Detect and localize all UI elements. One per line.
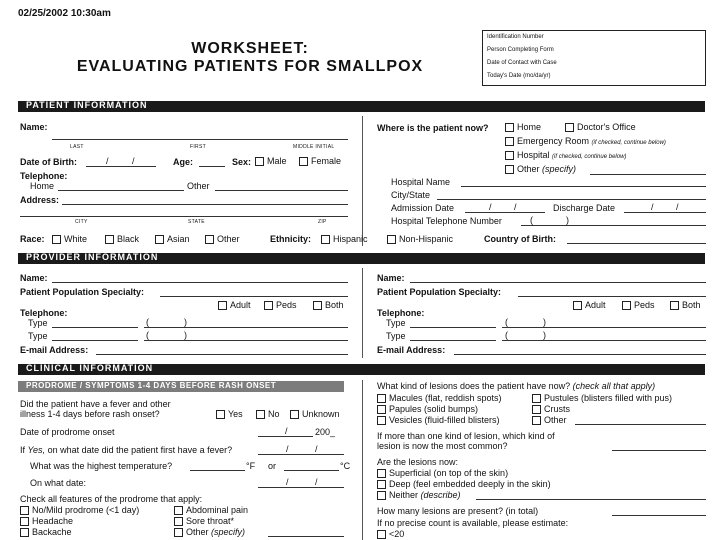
option-label: Peds — [634, 300, 655, 310]
option-label: Non-Hispanic — [399, 234, 454, 244]
depth-neither-option[interactable] — [377, 490, 461, 500]
email-line[interactable] — [454, 354, 706, 355]
hospital-note: (if checked, continue below) — [552, 154, 627, 160]
provider-name-line[interactable] — [52, 282, 348, 283]
ethnicity-label: Ethnicity: — [270, 234, 312, 244]
patient-info-header — [18, 101, 705, 112]
where-label: Where is the patient now? — [377, 123, 489, 133]
sex-label: Sex: — [232, 157, 252, 167]
divider — [362, 380, 363, 540]
checkbox[interactable] — [377, 530, 386, 539]
name-label: Name: — [20, 122, 48, 132]
checkbox[interactable] — [174, 506, 183, 515]
timestamp: 02/25/2002 10:30am — [18, 8, 111, 19]
provider-telephone-label: Telephone: — [20, 308, 68, 318]
onset-date-label: Date of prodrome onset — [20, 427, 115, 437]
provider-telephone-label: Telephone: — [377, 308, 425, 318]
middle-caption: MIDDLE INITIAL — [293, 144, 335, 150]
text: (check all that apply) — [572, 381, 656, 391]
paren: ) — [566, 215, 569, 225]
email-label: E-mail Address: — [377, 345, 446, 355]
option-label: Female — [311, 156, 342, 166]
name-line[interactable] — [52, 139, 348, 140]
option-label: Home — [517, 122, 542, 132]
option-label: Macules (flat, reddish spots) — [389, 393, 502, 403]
specialty-line[interactable] — [160, 296, 348, 297]
adult-option[interactable] — [218, 300, 251, 310]
checkbox[interactable] — [505, 123, 514, 132]
dob-slash: / — [106, 156, 109, 166]
checkbox[interactable] — [255, 157, 264, 166]
type-label: Type — [386, 331, 406, 341]
estimate-lt20-option[interactable] — [377, 529, 404, 539]
dob-slash: / — [132, 156, 135, 166]
lesion-option[interactable] — [532, 404, 570, 414]
city-state-line[interactable] — [437, 199, 706, 200]
divider — [362, 268, 363, 358]
paren: ) — [184, 330, 187, 340]
checkbox[interactable] — [532, 394, 541, 403]
provider-name-line[interactable] — [410, 282, 706, 283]
text: If — [20, 445, 26, 455]
option-label: Other — [217, 234, 240, 244]
option-label: Hospital — [517, 150, 550, 160]
multi-lesion-question-1: If more than one kind of lesion, which kind of — [377, 431, 555, 441]
checkbox[interactable] — [377, 491, 386, 500]
checkbox[interactable] — [670, 301, 679, 310]
temp-date-line[interactable] — [258, 487, 344, 488]
text: Yes, — [27, 445, 46, 455]
checkbox[interactable] — [52, 235, 61, 244]
feature-option[interactable] — [20, 516, 73, 526]
date-slash: / — [315, 477, 318, 487]
address-line[interactable] — [62, 204, 348, 205]
lesion-option[interactable] — [377, 415, 500, 425]
checkbox[interactable] — [377, 394, 386, 403]
race-other-option[interactable] — [205, 234, 240, 244]
checkbox[interactable] — [174, 517, 183, 526]
option-label: Headache — [32, 516, 74, 526]
feature-option[interactable] — [20, 505, 139, 515]
temperature-label: What was the highest temperature? — [30, 461, 173, 471]
option-label: Male — [267, 156, 287, 166]
onset-date-line[interactable] — [258, 436, 313, 437]
last-caption: LAST — [70, 144, 84, 150]
divider — [362, 116, 363, 246]
loc-home-option[interactable] — [505, 122, 541, 132]
sex-female-option[interactable] — [299, 156, 341, 166]
worksheet-subtitle: EVALUATING PATIENTS FOR SMALLPOX — [76, 58, 424, 75]
phone-line[interactable] — [144, 340, 348, 341]
option-label: Asian — [167, 234, 190, 244]
checkbox[interactable] — [20, 517, 29, 526]
checkbox[interactable] — [174, 528, 183, 537]
specify-note: (specify) — [542, 164, 577, 174]
admission-label: Admission Date — [391, 203, 455, 213]
checkbox[interactable] — [321, 235, 330, 244]
telephone-label: Telephone: — [20, 171, 68, 181]
admission-slash: / — [514, 202, 517, 212]
hospital-phone-line[interactable] — [521, 225, 706, 226]
feature-option[interactable] — [20, 527, 72, 537]
checkbox[interactable] — [20, 506, 29, 515]
paren: ) — [543, 317, 546, 327]
type-line[interactable] — [410, 327, 496, 328]
clinical-info-header — [18, 364, 705, 375]
option-label: Crusts — [544, 404, 571, 414]
type-label: Type — [28, 331, 48, 341]
date-slash: / — [286, 477, 289, 487]
multi-lesion-line[interactable] — [612, 450, 706, 451]
type-line[interactable] — [52, 327, 138, 328]
checkbox[interactable] — [505, 151, 514, 160]
option-label: Hispanic — [333, 234, 368, 244]
checkbox[interactable] — [256, 410, 265, 419]
other-phone-line[interactable] — [215, 190, 348, 191]
checkbox[interactable] — [387, 235, 396, 244]
discharge-slash: / — [651, 202, 654, 212]
discharge-slash: / — [676, 202, 679, 212]
option-label: Abdominal pain — [186, 505, 249, 515]
checkbox[interactable] — [622, 301, 631, 310]
feature-other-option[interactable] — [174, 527, 245, 537]
type-line[interactable] — [410, 340, 496, 341]
peds-option[interactable] — [622, 300, 655, 310]
paren: ( — [146, 330, 149, 340]
option-label: Neither — [389, 490, 419, 500]
lesion-option[interactable] — [532, 415, 567, 425]
option-label: Backache — [32, 527, 72, 537]
checkbox[interactable] — [377, 416, 386, 425]
option-label: Black — [117, 234, 140, 244]
loc-other-line[interactable] — [590, 174, 706, 175]
fever-question-1: Did the patient have a fever and other — [20, 399, 171, 409]
type-line[interactable] — [52, 340, 138, 341]
todays-date-field[interactable]: Today's Date (mo/da/yr) — [487, 73, 551, 79]
person-completing-field[interactable]: Person Completing Form — [487, 47, 554, 53]
option-label: Other — [186, 527, 209, 537]
race-black-option[interactable] — [105, 234, 139, 244]
admission-line[interactable] — [465, 212, 545, 213]
option-label: Pustules (blisters filled with pus) — [544, 393, 673, 403]
specialty-label: Patient Population Specialty: — [20, 287, 145, 297]
loc-er-option[interactable] — [505, 136, 666, 146]
race-asian-option[interactable] — [155, 234, 190, 244]
text: What kind of lesions does the patient have now? — [377, 381, 571, 391]
if-yes-question — [20, 445, 232, 455]
feature-option[interactable] — [174, 516, 234, 526]
fever-question-2: illness 1-4 days before rash onset? — [20, 409, 160, 419]
lesion-option[interactable] — [532, 393, 672, 403]
id-number-field[interactable]: Identification Number — [487, 34, 544, 40]
paren: ) — [543, 330, 546, 340]
checkbox[interactable] — [20, 528, 29, 537]
specialty-line[interactable] — [518, 296, 706, 297]
date-slash: / — [315, 444, 318, 454]
option-label: Emergency Room — [517, 136, 590, 146]
phone-line[interactable] — [502, 327, 706, 328]
describe-note: (describe) — [420, 490, 461, 500]
option-label: White — [64, 234, 88, 244]
subsection-title: PRODROME / SYMPTOMS 1-4 DAYS BEFORE RASH ONSET — [26, 381, 277, 390]
phone-line[interactable] — [144, 327, 348, 328]
home-phone-line[interactable] — [58, 190, 184, 191]
admission-slash: / — [489, 202, 492, 212]
provider-name-label: Name: — [20, 273, 48, 283]
specify-note: (specify) — [211, 527, 246, 537]
neither-line[interactable] — [476, 499, 706, 500]
depth-option[interactable] — [377, 479, 551, 489]
other-phone-label: Other — [187, 181, 210, 191]
er-note: (if checked, continue below) — [591, 140, 666, 146]
country-label: Country of Birth: — [484, 234, 556, 244]
email-label: E-mail Address: — [20, 345, 89, 355]
lesion-option[interactable] — [377, 404, 478, 414]
fever-no-option[interactable] — [256, 409, 280, 419]
checkbox[interactable] — [299, 157, 308, 166]
checkbox[interactable] — [216, 410, 225, 419]
dob-line[interactable] — [86, 166, 156, 167]
feature-option[interactable] — [174, 505, 248, 515]
hospital-name-line[interactable] — [461, 186, 706, 187]
checkbox[interactable] — [532, 416, 541, 425]
type-label: Type — [386, 318, 406, 328]
year-prefix: 200_ — [315, 427, 336, 437]
option-label: No — [268, 409, 280, 419]
paren: ) — [184, 317, 187, 327]
text: on what date did the patient first have a fever? — [47, 445, 233, 455]
hispanic-option[interactable] — [321, 234, 368, 244]
checkbox[interactable] — [205, 235, 214, 244]
checkbox[interactable] — [155, 235, 164, 244]
hospital-name-label: Hospital Name — [391, 177, 451, 187]
checkbox[interactable] — [377, 405, 386, 414]
option-label: Adult — [230, 300, 251, 310]
feature-other-line[interactable] — [268, 536, 344, 537]
multi-lesion-question-2: lesion is now the most common? — [377, 441, 508, 451]
or-text: or — [268, 461, 277, 471]
lesions-question — [377, 381, 655, 391]
hospital-phone-label: Hospital Telephone Number — [391, 216, 502, 226]
checkbox[interactable] — [532, 405, 541, 414]
checkbox[interactable] — [105, 235, 114, 244]
option-label: Other — [544, 415, 567, 425]
how-many-label: How many lesions are present? (in total) — [377, 506, 539, 516]
fever-yes-option[interactable] — [216, 409, 243, 419]
discharge-label: Discharge Date — [553, 203, 616, 213]
option-label: Both — [325, 300, 344, 310]
adult-option[interactable] — [573, 300, 606, 310]
paren: ( — [505, 317, 508, 327]
option-label: Doctor's Office — [577, 122, 636, 132]
lesion-other-line[interactable] — [575, 424, 706, 425]
estimate-label: If no precise count is available, please estimate: — [377, 518, 569, 528]
type-label: Type — [28, 318, 48, 328]
worksheet-title: WORKSHEET: — [191, 40, 309, 57]
section-title: PATIENT INFORMATION — [26, 100, 148, 110]
fever-unknown-option[interactable] — [290, 409, 340, 419]
checkbox[interactable] — [505, 165, 514, 174]
option-label: Vesicles (fluid-filled blisters) — [389, 415, 500, 425]
temp-c-line[interactable] — [284, 470, 339, 471]
checkbox[interactable] — [565, 123, 574, 132]
country-line[interactable] — [567, 243, 706, 244]
first-caption: FIRST — [190, 144, 206, 150]
both-option[interactable] — [670, 300, 701, 310]
address-line-2[interactable] — [20, 216, 348, 217]
provider-info-header — [18, 253, 705, 264]
section-title: PROVIDER INFORMATION — [26, 252, 159, 262]
peds-option[interactable] — [264, 300, 297, 310]
option-label: Sore throat* — [186, 516, 235, 526]
race-label: Race: — [20, 234, 45, 244]
unit-f: °F — [246, 461, 256, 471]
date-of-contact-field[interactable]: Date of Contact with Case — [487, 60, 557, 66]
option-label: Papules (solid bumps) — [389, 404, 479, 414]
checkbox[interactable] — [377, 469, 386, 478]
checkbox[interactable] — [573, 301, 582, 310]
age-line[interactable] — [199, 166, 225, 167]
option-label: Peds — [276, 300, 297, 310]
checkbox[interactable] — [290, 410, 299, 419]
dob-label: Date of Birth: — [20, 157, 77, 167]
fever-date-line[interactable] — [258, 454, 344, 455]
are-lesions-label: Are the lesions now: — [377, 457, 459, 467]
paren: ( — [146, 317, 149, 327]
race-white-option[interactable] — [52, 234, 87, 244]
temp-f-line[interactable] — [190, 470, 245, 471]
on-what-date-label: On what date: — [30, 478, 87, 488]
specialty-label: Patient Population Specialty: — [377, 287, 502, 297]
option-label: No/Mild prodrome (<1 day) — [32, 505, 140, 515]
home-label: Home — [30, 181, 55, 191]
loc-doctor-option[interactable] — [565, 122, 636, 132]
loc-other-option[interactable] — [505, 164, 576, 174]
lesion-option[interactable] — [377, 393, 502, 403]
paren: ( — [530, 215, 533, 225]
age-label: Age: — [173, 157, 193, 167]
non-hispanic-option[interactable] — [387, 234, 453, 244]
unit-c: °C — [340, 461, 351, 471]
date-slash: / — [285, 426, 288, 436]
option-label: Deep (feel embedded deeply in the skin) — [389, 479, 551, 489]
discharge-line[interactable] — [624, 212, 706, 213]
state-caption: STATE — [188, 219, 205, 225]
option-label: Superficial (on top of the skin) — [389, 468, 509, 478]
paren: ( — [505, 330, 508, 340]
check-all-label: Check all features of the prodrome that apply: — [20, 494, 203, 504]
provider-name-label: Name: — [377, 273, 405, 283]
address-label: Address: — [20, 195, 60, 205]
loc-hospital-option[interactable] — [505, 150, 626, 160]
section-title: CLINICAL INFORMATION — [26, 363, 154, 373]
checkbox[interactable] — [218, 301, 227, 310]
checkbox[interactable] — [505, 137, 514, 146]
option-label: Yes — [228, 409, 243, 419]
sex-male-option[interactable] — [255, 156, 287, 166]
checkbox[interactable] — [264, 301, 273, 310]
option-label: Unknown — [302, 409, 340, 419]
city-state-label: City/State — [391, 190, 431, 200]
option-label: Other — [517, 164, 540, 174]
option-label: Adult — [585, 300, 606, 310]
date-slash: / — [286, 444, 289, 454]
option-label: Both — [682, 300, 701, 310]
city-caption: CITY — [75, 219, 88, 225]
checkbox[interactable] — [313, 301, 322, 310]
email-line[interactable] — [96, 354, 348, 355]
both-option[interactable] — [313, 300, 344, 310]
identification-box — [482, 30, 706, 86]
phone-line[interactable] — [502, 340, 706, 341]
option-label: <20 — [389, 529, 405, 539]
zip-caption: ZIP — [318, 219, 327, 225]
checkbox[interactable] — [377, 480, 386, 489]
how-many-line[interactable] — [612, 515, 706, 516]
depth-option[interactable] — [377, 468, 508, 478]
prodrome-header — [18, 381, 344, 392]
